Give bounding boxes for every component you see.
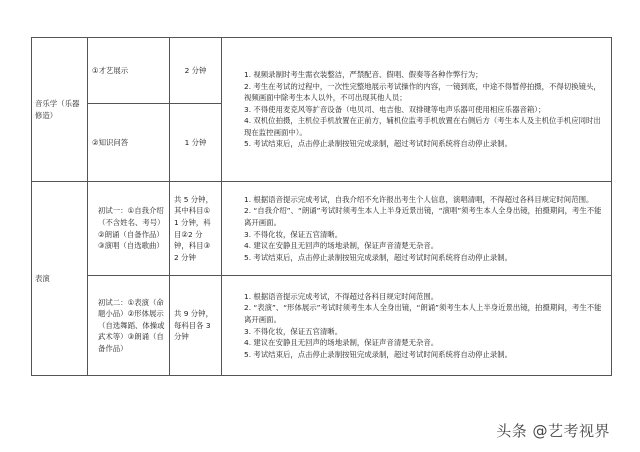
table-row xyxy=(32,182,612,276)
item-performance-round2: 初试二：①表演（命题小品）②形体展示（自选舞蹈、体操或武术等）③朗诵（自备作品） xyxy=(88,276,170,376)
requirement-line: 4. 建议在安静且无回声的场地录制，保证声音清楚无杂音。 xyxy=(244,338,439,348)
requirement-line: 2. 考生在考试的过程中，一次性完整地展示考试操作的内容，一镜到底，中途不得暂停拍摄，不得切换镜头，视频画面中除考生本人以外，不可出现其他人员； xyxy=(244,81,601,103)
requirement-line: 5. 考试结束后，点击停止录制按钮完成录制，超过考试时间系统将自动停止录制。 xyxy=(244,349,513,359)
requirement-line: 1. 根据语音提示完成考试，自我介绍不允许报出考生个人信息，演唱清唱，不得超过各科目规定时间范围。 xyxy=(244,194,594,204)
requirement-line: 2. “自我介绍”、“朗诵”考试时须考生本人上半身近景出镜，“演唱”须考生本人全身出镜，拍摄期间，考生不能离开画面。 xyxy=(244,206,602,227)
table-row xyxy=(32,276,612,376)
category-music: 音乐学（乐器修造） xyxy=(32,38,88,182)
item-music-talent: ①才艺展示 xyxy=(88,38,170,104)
requirement-line: 4. 双机位拍摄，主机位手机放置在正前方，辅机位监考手机放置在右侧后方（考生本人及主机位手机应同时出现在监控画面中）。 xyxy=(244,116,601,137)
requirement-line: 1. 视频录制时考生需衣装整洁，严禁配音、假唱、假奏等各种作弊行为； xyxy=(244,69,483,79)
requirement-line: 2. “表演”、“形体展示”考试时须考生本人全身出镜，“朗诵”须考生本人上半身近景出镜，拍摄期间，考生不能离开画面。 xyxy=(244,303,602,324)
requirements-performance-round1 xyxy=(222,182,612,276)
exam-requirements-table xyxy=(31,37,612,376)
requirement-line: 5. 考试结束后，点击停止录制按钮完成录制，超过考试时间系统将自动停止录制。 xyxy=(244,139,513,149)
item-performance-round1: 初试一：①自我介绍（不含姓名、考号）②朗诵（自备作品）③演唱（自选歌曲） xyxy=(88,182,170,276)
time-performance-round2: 共 9 分钟，每科目各 3 分钟 xyxy=(170,276,222,376)
requirement-line: 3. 不得化妆，保证五官清晰。 xyxy=(244,326,343,336)
item-music-quiz: ②知识问答 xyxy=(88,104,170,182)
requirement-line: 3. 不得使用麦克风等扩音设备（电贝司、电吉他、双排键等电声乐器可使用相应乐器音箱）； xyxy=(244,104,546,114)
requirement-line: 3. 不得化妆，保证五官清晰。 xyxy=(244,229,343,239)
category-performance: 表演 xyxy=(32,182,88,376)
requirement-line: 5. 考试结束后，点击停止录制按钮完成录制，超过考试时间系统将自动停止录制。 xyxy=(244,252,513,262)
requirements-music xyxy=(222,38,612,182)
requirements-performance-round2 xyxy=(222,276,612,376)
time-performance-round1: 共 5 分钟，其中科目① 1 分钟，科目②2 分钟，科目③ 2 分钟 xyxy=(170,182,222,276)
table-row xyxy=(32,38,612,104)
time-music-quiz: 1 分钟 xyxy=(170,104,222,182)
time-music-talent: 2 分钟 xyxy=(170,38,222,104)
requirement-line: 4. 建议在安静且无回声的场地录制，保证声音清楚无杂音。 xyxy=(244,241,439,251)
requirement-line: 1. 根据语音提示完成考试，不得超过各科目规定时间范围。 xyxy=(244,291,439,301)
watermark-text: 头条 @艺考视界 xyxy=(496,422,610,440)
